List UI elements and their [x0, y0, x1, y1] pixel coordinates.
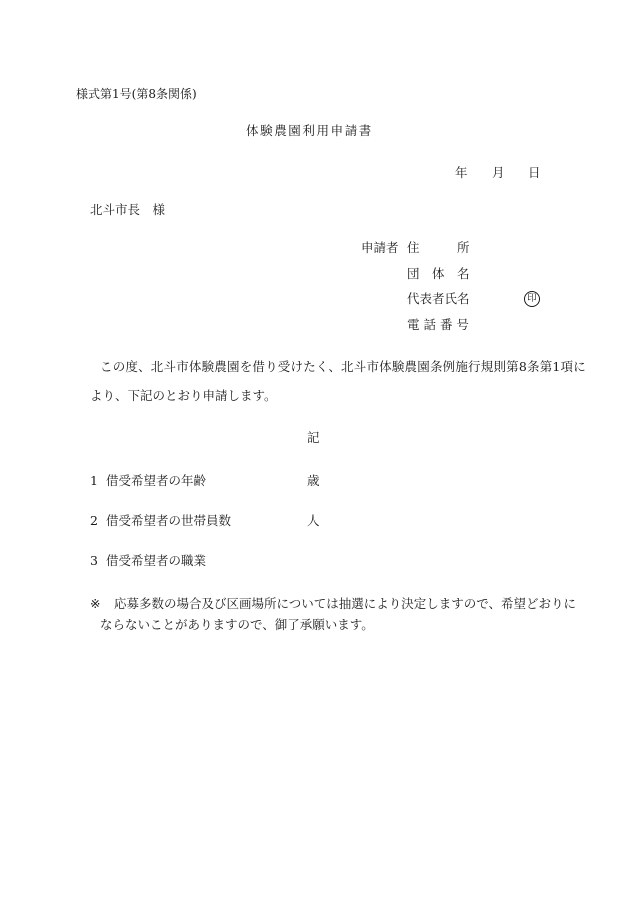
item-label-occupation: 借受希望者の職業: [106, 553, 207, 568]
organization-label: 団 体 名: [407, 266, 470, 281]
date-day-label: 日: [528, 165, 541, 180]
seal-mark: 印: [524, 291, 540, 307]
ki-heading: 記: [307, 430, 320, 445]
item-label-age: 借受希望者の年齢: [106, 473, 207, 488]
date-month-label: 月: [492, 165, 505, 180]
page-title: 体験農園利用申請書: [246, 123, 373, 138]
item-label-household: 借受希望者の世帯員数: [106, 513, 232, 528]
item-number: 2: [90, 513, 98, 528]
date-year-label: 年: [455, 165, 468, 180]
item-number: 1: [90, 473, 98, 488]
addressee: 北斗市長 様: [90, 202, 166, 217]
item-number: 3: [90, 553, 98, 568]
body-text-line-1: この度、北斗市体験農園を借り受けたく、北斗市体験農園条例施行規則第8条第1項に: [100, 359, 586, 374]
note-text-line-2: ならないことがありますので、御了承願います。: [100, 617, 374, 632]
phone-label: 電 話 番 号: [407, 317, 469, 332]
form-number: 様式第1号(第8条関係): [76, 87, 197, 101]
applicant-label: 申請者: [361, 240, 399, 255]
item-unit-age: 歳: [307, 473, 320, 488]
note-mark: ※: [90, 596, 101, 611]
representative-label: 代表者氏名: [407, 291, 470, 306]
item-unit-household: 人: [307, 513, 320, 528]
body-text-line-2: より、下記のとおり申請します。: [90, 388, 277, 403]
address-label: 住 所: [407, 240, 470, 255]
note-text-line-1: 応募多数の場合及び区画場所については抽選により決定しますので、希望どおりに: [114, 596, 577, 611]
